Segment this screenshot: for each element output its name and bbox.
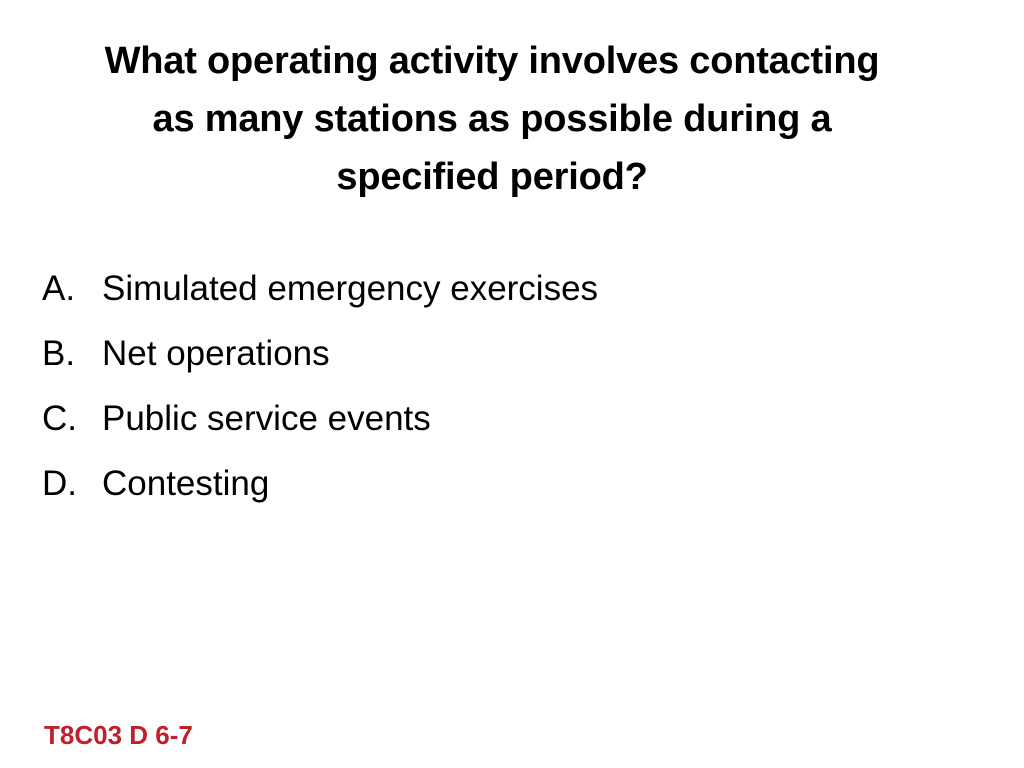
answer-list xyxy=(42,256,598,516)
question-line-2: as many stations as possible during a xyxy=(152,98,832,140)
answer-text: Net operations xyxy=(102,334,330,373)
answer-option-d xyxy=(42,451,598,516)
question-title xyxy=(40,32,944,206)
answer-letter: A. xyxy=(42,269,76,308)
answer-option-c xyxy=(42,386,598,451)
question-line-1: What operating activity involves contacting xyxy=(104,40,880,82)
answer-option-a xyxy=(42,256,598,321)
answer-text: Public service events xyxy=(102,399,431,438)
question-code-label: T8C03 D 6-7 xyxy=(44,720,193,750)
answer-letter: C. xyxy=(42,399,77,438)
answer-letter: B. xyxy=(42,334,76,373)
answer-text: Contesting xyxy=(102,464,270,503)
question-line-3: specified period? xyxy=(336,156,648,198)
answer-option-b xyxy=(42,321,598,386)
answer-letter: D. xyxy=(42,464,77,503)
answer-text: Simulated emergency exercises xyxy=(102,269,599,308)
